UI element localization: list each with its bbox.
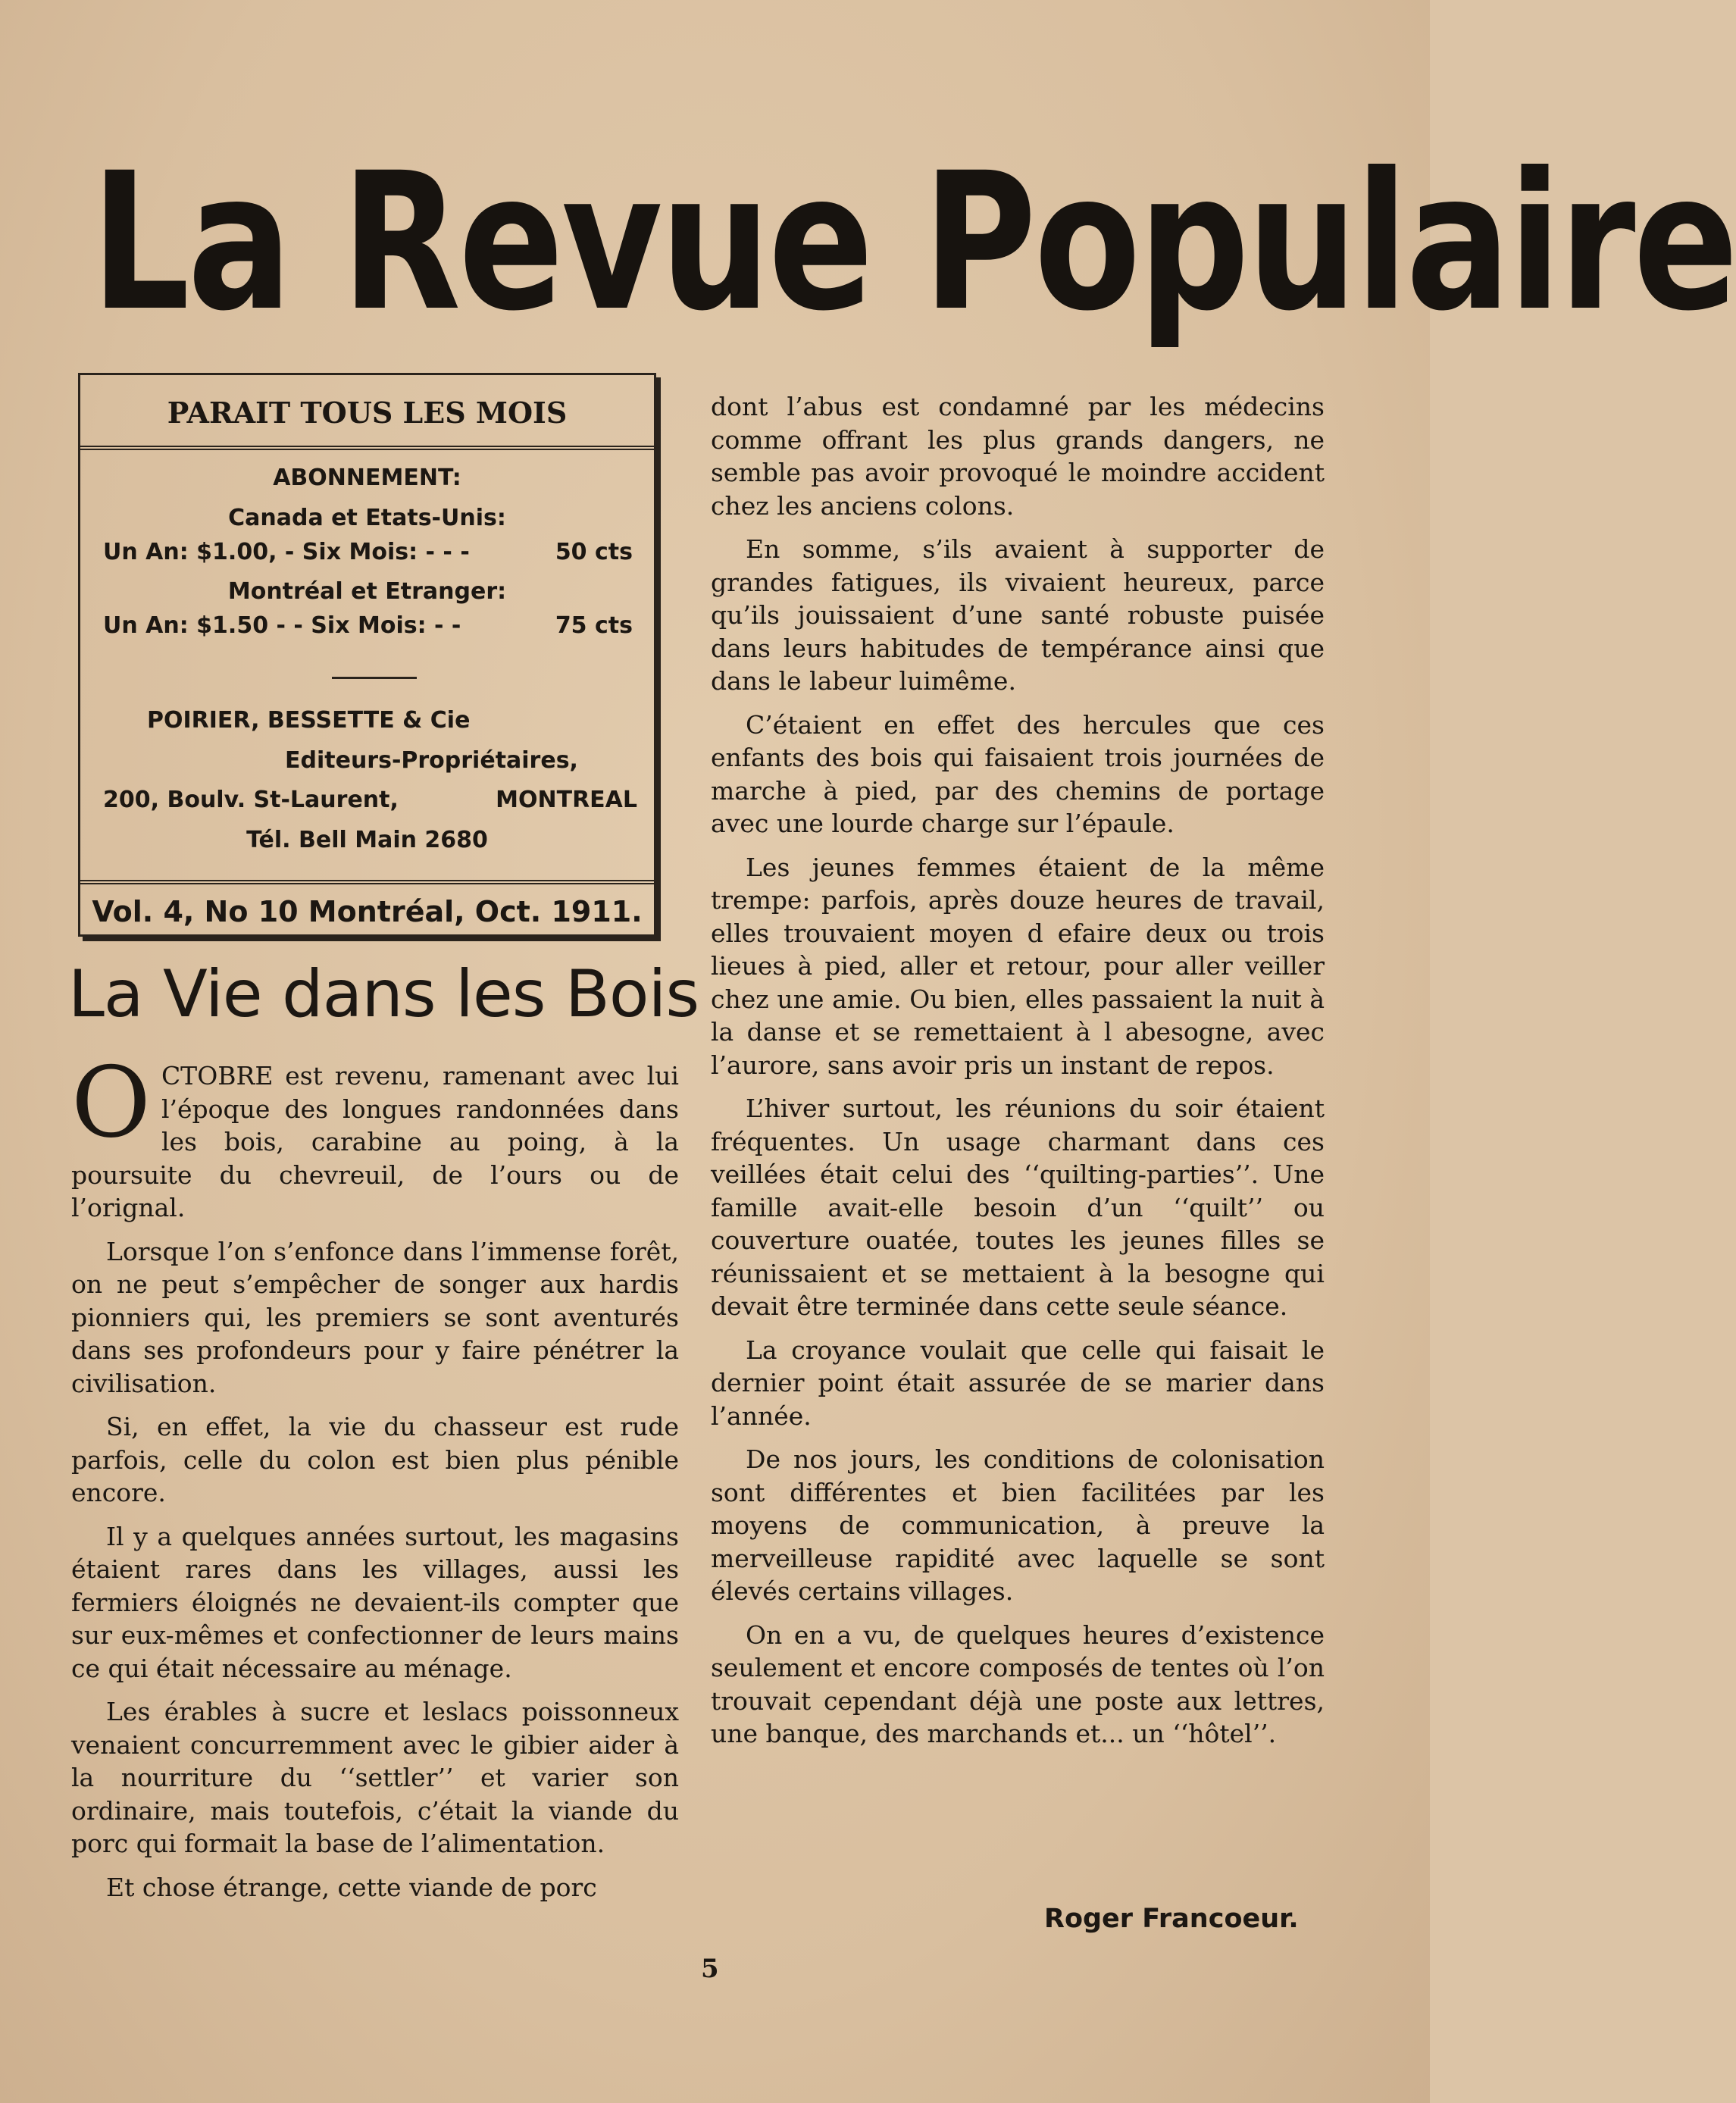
paragraph: Et chose étrange, cette viande de porc bbox=[106, 1872, 597, 1902]
paragraph: On en a vu, de quelques heures d’existence seulement et encore composés de tentes où l’on trouvait cependant déjà une poste aux lettres, une banque, des marchands et... un ‘‘hôtel’’. bbox=[711, 1619, 1325, 1748]
publisher-phone: Tél. Bell Main 2680 bbox=[246, 827, 488, 853]
canada-annual-rate: Un An: $1.00, - Six Mois: - - - bbox=[103, 539, 470, 565]
page-number: 5 bbox=[701, 1954, 719, 1984]
paragraph: Il y a quelques années surtout, les magasins étaient rares dans les villages, aussi les fermiers éloignés ne devaient-ils compter que sur eux-mêmes et confectionner de leurs mains ce qui était nécessaire au ménage. bbox=[71, 1521, 679, 1683]
canada-half-year-price: 50 cts bbox=[555, 539, 633, 565]
publisher-address: 200, Boulv. St-Laurent, bbox=[103, 787, 399, 813]
paragraph: La croyance voulait que celle qui faisait le dernier point était assurée de se marier dans l’année. bbox=[711, 1335, 1325, 1431]
issue-info: Vol. 4, No 10 Montréal, Oct. 1911. bbox=[80, 880, 654, 939]
publisher-city: MONTREAL bbox=[496, 787, 637, 813]
paragraph: Lorsque l’on s’enfonce dans l’immense forêt, on ne peut s’empêcher de songer aux hardis pionniers qui, les premiers se sont aventurés dans ses profondeurs pour y faire pénétrer la civilisation. bbox=[71, 1236, 679, 1398]
paragraph: OCTOBRE est revenu, ramenant avec lui l’époque des longues randonnées dans les bois, carabine au poing, à la poursuite du chevreuil, de l’ours ou de l’orignal. bbox=[71, 1047, 679, 1222]
frequency-notice: PARAIT TOUS LES MOIS bbox=[80, 375, 654, 450]
paragraph: En somme, s’ils avaient à supporter de grandes fatigues, ils vivaient heureux, parce qu’ils jouissaient d’une santé robuste puisée dans leurs habitudes de tempérance ainsi que dans le labeur luimême. bbox=[711, 534, 1325, 696]
montreal-rates bbox=[80, 612, 654, 639]
article-column-2 bbox=[711, 390, 1325, 1761]
subscription-heading: ABONNEMENT: bbox=[273, 465, 461, 491]
paragraph: Les érables à sucre et leslacs poissonneux venaient concurremment avec le gibier aider à la nourriture du ‘‘settler’’ et varier son ordinaire, mais toutefois, c’était la viande du porc qui formait la base de l’alimentation. bbox=[71, 1697, 679, 1858]
canada-heading: Canada et Etats-Unis: bbox=[228, 505, 506, 531]
article-title: La Vie dans les Bois bbox=[68, 956, 699, 1032]
publisher-name: POIRIER, BESSETTE & Cie bbox=[147, 707, 471, 734]
drop-cap: O bbox=[71, 1047, 151, 1159]
paragraph: Si, en effet, la vie du chasseur est rude parfois, celle du colon est bien plus pénible encore. bbox=[71, 1412, 679, 1507]
montreal-heading: Montréal et Etranger: bbox=[227, 578, 507, 605]
article-column-1 bbox=[71, 1047, 679, 1914]
paragraph: dont l’abus est condamné par les médecins comme offrant les plus grands dangers, ne semble pas avoir provoqué le moindre accident chez les anciens colons. bbox=[711, 392, 1325, 521]
paragraph: De nos jours, les conditions de colonisation sont différentes et bien facilitées par les moyens de communication, à preuve la merveilleuse rapidité avec laquelle se sont élevés certains villages. bbox=[711, 1444, 1325, 1606]
canada-rates bbox=[80, 539, 654, 565]
paragraph: C’étaient en effet des hercules que ces enfants des bois qui faisaient trois journées de marche à pied, par des chemins de portage avec une lourde charge sur l’épaule. bbox=[711, 709, 1325, 838]
subscription-box bbox=[78, 373, 656, 937]
paragraph: Les jeunes femmes étaient de la même trempe: parfois, après douze heures de travail, elles trouvaient moyen d efaire deux ou trois lieues à pied, aller et retour, pour aller veiller chez une amie. Ou bien, elles passaient la nuit à la danse et se remettaient à l abesogne, avec l’aurore, sans avoir pris un instant de repos. bbox=[711, 852, 1325, 1080]
montreal-annual-rate: Un An: $1.50 - - Six Mois: - - bbox=[103, 612, 461, 639]
paragraph: L’hiver surtout, les réunions du soir étaient fréquentes. Un usage charmant dans ces veillées était celui des ‘‘quilting-parties’’. Une famille avait-elle besoin d’un ‘‘quilt’’ ou couverture ouatée, toutes les jeunes filles se réunissaient et se mettaient à la besogne qui devait être terminée dans cette seule séance. bbox=[711, 1094, 1325, 1321]
masthead-title: La Revue Populaire bbox=[91, 132, 1736, 352]
divider bbox=[332, 677, 417, 679]
montreal-half-year-price: 75 cts bbox=[555, 612, 633, 639]
publisher-address-row bbox=[80, 787, 654, 813]
article-author: Roger Francoeur. bbox=[1044, 1904, 1299, 1934]
publisher-role: Editeurs-Propriétaires, bbox=[285, 747, 578, 774]
